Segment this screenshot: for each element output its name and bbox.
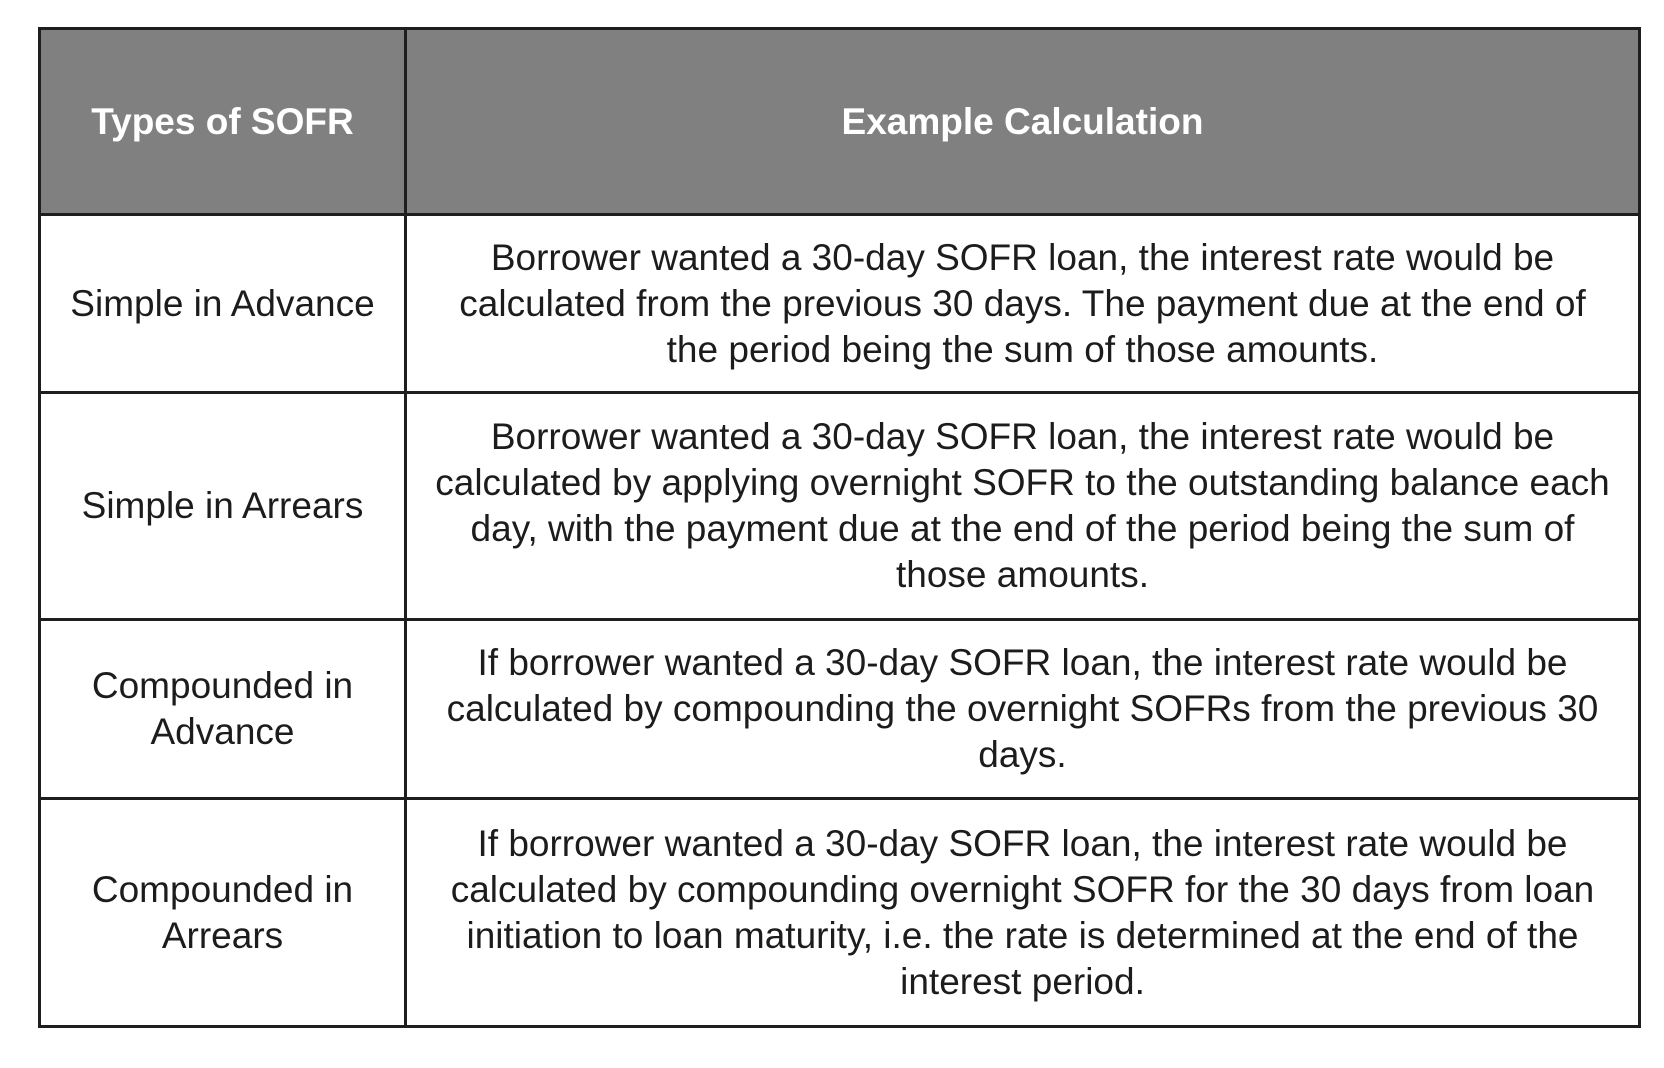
header-example-calculation: Example Calculation	[406, 29, 1640, 215]
example-calculation-cell: Borrower wanted a 30-day SOFR loan, the interest rate would be calculated by applying overnight SOFR to the outstanding balance each day, with the payment due at the end of the period being the sum of those amounts.	[406, 393, 1640, 620]
table-header	[40, 29, 1640, 215]
example-calculation-cell: If borrower wanted a 30-day SOFR loan, the interest rate would be calculated by compounding overnight SOFR for the 30 days from loan initiation to loan maturity, i.e. the rate is determined at the end of the interest period.	[406, 799, 1640, 1027]
sofr-types-table	[38, 27, 1641, 1028]
table-row	[40, 620, 1640, 799]
table-row	[40, 799, 1640, 1027]
table-body	[40, 215, 1640, 1027]
table-row	[40, 393, 1640, 620]
example-calculation-cell: If borrower wanted a 30-day SOFR loan, the interest rate would be calculated by compounding the overnight SOFRs from the previous 30 days.	[406, 620, 1640, 799]
sofr-type-cell: Simple in Arrears	[40, 393, 406, 620]
example-calculation-cell: Borrower wanted a 30-day SOFR loan, the interest rate would be calculated from the previous 30 days. The payment due at the end of the period being the sum of those amounts.	[406, 215, 1640, 393]
sofr-type-cell: Simple in Advance	[40, 215, 406, 393]
sofr-type-cell: Compounded in Advance	[40, 620, 406, 799]
header-row	[40, 29, 1640, 215]
header-types-of-sofr: Types of SOFR	[40, 29, 406, 215]
table-row	[40, 215, 1640, 393]
sofr-type-cell: Compounded in Arrears	[40, 799, 406, 1027]
